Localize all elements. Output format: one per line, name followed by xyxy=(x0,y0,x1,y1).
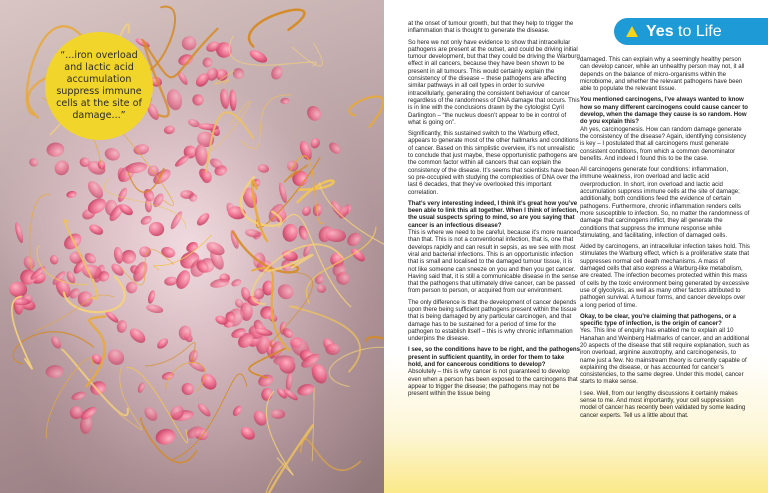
article-paragraph: Absolutely – this is why cancer is not guaranteed to develop even when a person has been exposed to the carcinogens that appear to trigger the disease; the pathogens may not be present within the tissue being xyxy=(408,368,578,398)
pull-quote-text: “...iron overload and lactic acid accumulation suppress immune cells at the site of damage...” xyxy=(56,50,142,121)
article-paragraph: All carcinogens generate four conditions: inflammation, immune weakness, iron overload and lactic acid overproduction. In short, iron overload and lactic acid accumulation suppress immune cells at the site of damage; additionally, both conditions feed the evidence of certain pathogens. Furthermore, chronic inflammation renders cells more susceptible to infection. So, no matter the randomness of damage that carcinogens inflict, they all generate the conditions that suppress the immune response while stimulating, and facilitating, infection of damaged cells. xyxy=(580,166,750,239)
article-paragraph: This is where we need to be careful, because it’s more nuanced than that. This is not a conventional infection, that is, one that develops rapidly and can result in sepsis, as we see with most viral and bacterial infections. This is an opportunistic infection that is small and localised to the damaged tumour tissue, it is not like someone can sneeze on you and then you get cancer. Having said that, it is still a communicable disease in the sense that the pathogens that ultimately drive cancer, can be passed from person to person, or acquired from our environment. xyxy=(408,229,580,295)
brand-name-strong: Yes xyxy=(646,22,674,40)
brand-banner xyxy=(614,18,768,45)
interview-question: That’s very interesting indeed, I think it’s great how you’ve been able to link this all together. When I think of infection, the usual suspects spring to mind, so are you saying that cancer is an infectious disease? xyxy=(408,199,579,229)
interview-question: Okay, to be clear, you’re claiming that pathogens, or a specific type of infection, is the origin of cancer? xyxy=(580,312,736,328)
article-paragraph: So here we not only have evidence to show that intracellular pathogens are present at the outset, and could be driving initial tumour development, but that they could be driving the Warburg effect in all cancers, because they have been shown to be present in all tumours. This would certainly explain the consistency of the disease – these pathogens are affecting similar pathways in all cell types in order to survive intracellularly, generating the consistent behaviour of cancer regardless of the randomness of DNA damage that occurs. This is in line with the conclusions drawn by the cytologist Cyril Darlington – “the nucleus doesn’t appear to be in control of what is going on”. xyxy=(408,38,580,126)
article-page xyxy=(384,0,768,493)
interview-question: I see, so the conditions have to be right, and the pathogens present in sufficient quantity, in order for them to take hold, and for cancerous conditions to develop? xyxy=(408,346,580,369)
article-column-left xyxy=(408,20,580,402)
article-paragraph: Yes. This line of enquiry has enabled me to explain all 10 Hanahan and Weinberg Hallmarks of cancer, and an additional 20 aspects of the disease that still require explanation, such as iron overload, arginine auxotrophy, and carcinogenesis, to name just a few. No mainstream theory is currently capable of explaining the disease, or has accounted for cancer’s consistencies, to the same degree. Under this model, cancer starts to make sense. xyxy=(580,327,750,386)
article-paragraph: Aided by carcinogens, an intracellular infection takes hold. This stimulates the Warburg effect, which is a proliferative state that suppresses normal cell death mechanisms. A mass of damaged cells that also express a Warburg-like metabolism, are created. The infection becomes protected within this mass of cells by the toxic environment being generated by excessive use of glycolysis, as well as many other factors attributed to pathogen survival. A tumour forms, and cancer develops over a long period of time. xyxy=(580,243,750,309)
article-paragraph: I see. Well, from our lengthy discussions it certainly makes sense to me. And most importantly, your cell suppression model of cancer has recently been validated by some leading cancer experts. Tell us a little about that. xyxy=(580,389,746,419)
article-paragraph: The only difference is that the development of cancer depends upon there being sufficient pathogens present within the tissue that is being damaged by any particular carcinogen, and that damage has to be sustained for a period of time for the pathogen to establish itself – this is why chronic inflammation underpins the disease. xyxy=(408,298,577,343)
interview-question: You mentioned carcinogens, I’ve always wanted to know how so many different carcinogens could cause cancer to develop, when the damage they cause is so random. How do you explain this? xyxy=(580,96,748,126)
fibre-strand xyxy=(265,463,286,493)
triangle-logo-icon xyxy=(626,26,638,37)
fibre-strand xyxy=(349,96,383,126)
fibre-strand xyxy=(366,318,384,343)
article-paragraph: damaged. This can explain why a seemingly healthy person can develop cancer, while an unhealthy person may not, it all depends on the balance of micro-organisms within the microbiome, and whether the relevant pathogens have been able to populate the relevant tissue. xyxy=(580,56,745,93)
article-paragraph: at the onset of tumour growth, but that they help to trigger the inflammation that is thought to generate the disease. xyxy=(408,20,574,35)
article-paragraph: Ah yes, carcinogenesis. How can random damage generate the consistency of the disease? Again, identifying consistency is key – I postulated that all carcinogens must generate consistent conditions, from which a common denominator benefits. And indeed I found this to be the case. xyxy=(580,125,747,162)
article-paragraph: Significantly, this sustained switch to the Warburg effect, appears to generate most of the other hallmarks and conditions of cancer. Based on this simplistic overview, it’s not unrealistic to conclude that just maybe, these opportunistic pathogens are the common factor within all cancers that can explain the consistency of the disease. It’s seems that scientists have been so pre-occupied with studying the complexities of DNA over the last 6 decades, that they’ve overlooked this important correlation. xyxy=(408,130,579,196)
brand-name-rest: to Life xyxy=(673,22,722,40)
fibre-strand xyxy=(301,439,361,470)
article-column-right xyxy=(580,56,750,423)
pull-quote xyxy=(45,32,153,140)
brand-name xyxy=(646,23,722,41)
